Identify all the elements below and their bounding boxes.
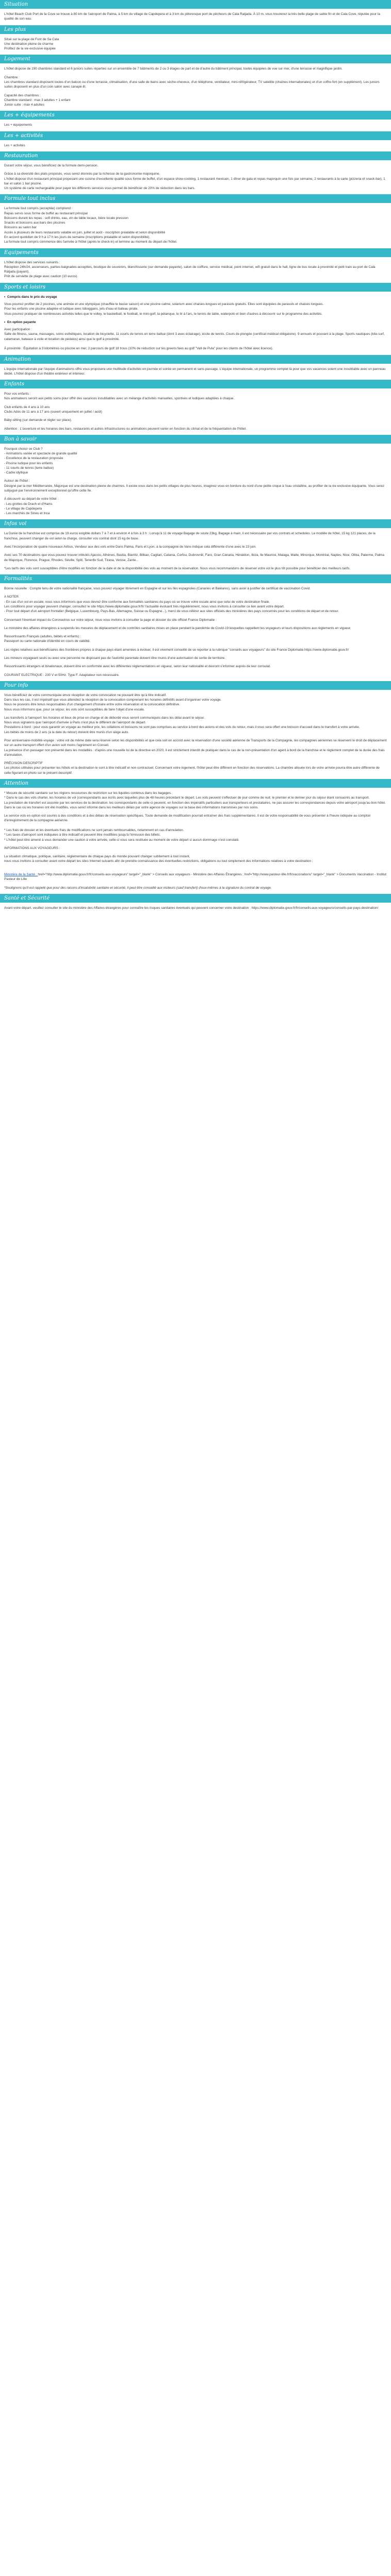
section-enfants-paragraph: Club enfants de 4 ans à 10 ans Clubs Ados de 11 ans à 17 ans (ouvert uniquement en juillet / août) (4, 405, 102, 414)
section-equipements-top-paragraph: Les + équipements (4, 123, 32, 127)
bullet-included: • Compris dans le prix du voyage (4, 295, 387, 299)
section-plus-paragraph: Situé sur la plage de Font de Sa Cala Une destination pleine de charme Profitez de la vie exclusive équipée (4, 37, 59, 51)
sections-group-2 (0, 355, 391, 842)
section-formalites-paragraph: Ressortissants Français (adultes, bébés et enfants) : Passeport ou carte nationale d'identité en cours de validité. (4, 635, 91, 643)
section-enfants-paragraph: Baby-sitting (sur demande et régler sur place). (4, 418, 72, 422)
section-formalites-paragraph: Concernant l'éventuel impact du Coronavirus sur votre séjour, nous vous invitons à consulter la page et dossier du site officiel France Diplomatie : (4, 618, 217, 622)
section-travellers (0, 846, 391, 890)
section-equipements (0, 248, 391, 279)
section-restauration (0, 151, 391, 191)
section-savoir-paragraph: Autour de l'hôtel : Désigné par la mer Méditerranée, Majorque est une destination pleine de charmes. Il existe vous dans les petits villages de plus heures, imaginez vous en bordure du nord d'une petite crique à l'eau cristalline, au profiter de la vie exclusive équipante. Vous serez subjugué par l'environnement exceptionnel qu'offre cette île. (4, 479, 385, 493)
section-title-infovol: Infos vol (0, 519, 391, 528)
section-title-health: Santé et Sécurité (0, 894, 391, 903)
section-formalites-paragraph: A NOTER - En cas d'un vol en escale, nous vous informons que vous devrez être conforme aux formalités sanitaires du pays où se trouve votre escale ainsi que celui de votre destination finale. Les conditions pour voyager peuvent changer, consultez le site https://www.diplomatie.gouv.fr/fr/ l'actualité évoluant très régulièrement, nous vous invitons à consulter ce lien avant votre départ. - Pour tout départ d'un aéroport frontalier (Belgique, Luxembourg, Pays-Bas, Allemagne, Suisse ou Espagne...), merci de vous référer aux sites officiels des ministères des pays concernés pour les conditions de départ et de retour. (4, 595, 339, 614)
section-health (0, 894, 391, 910)
section-title-enfants: Enfants (0, 380, 391, 388)
section-title-activites-top: Les + activités (0, 131, 391, 140)
section-formalites-paragraph: COURANT ELECTRIQUE : 230 V et 50Hz. Type F. Adaptateur non nécessaire. (4, 673, 120, 677)
section-formalites-paragraph: Les mineurs voyageant seuls ou avec une personne ne disposant pas de l'autorité parentale doivent être munis d'une autorisation de sortie de territoire. (4, 656, 226, 660)
section-activites-top-paragraph: Les + activités (4, 143, 25, 147)
section-title-formalites: Formalités (0, 574, 391, 583)
section-formalites-paragraph: Bonne nouvelle : Compte tenu de votre nationalité française, vous pouvez voyager librement en Espagne et sur les îles espagnoles (Canaries et Baléares), sans avoir à justifier de certificat de vaccination Covid. (4, 587, 311, 591)
section-title-sports: Sports et loisirs (0, 283, 391, 292)
sections-group-1 (0, 0, 391, 279)
section-enfants-paragraph: Pour vos enfants : Nos animateurs seront aux petits soins pour offrir des vacances inoubliables avec un mélange d'activités manuelles, sportives et ludiques adaptées à chaque. (4, 392, 235, 401)
section-title-restauration: Restauration (0, 151, 391, 160)
travellers-text: La situation climatique, politique, sanitaire, réglementaire de chaque pays du monde pouvant changer subitement à tout instant, nous vous invitons à consulter avant votre départ les sites Internet suivants afin de prendre connaissance des éventuelles restrictions, obligations ou tout simplement des informations relatives à votre destination : (4, 855, 313, 863)
section-activites-top (0, 131, 391, 148)
link-raw-2: href="http://www.pasteur-lille.fr/fr/vaccinations" (244, 872, 313, 876)
section-pourinfo-paragraph: Les transferts à l'aéroport: les horaires et lieux de prise en charge et de débordé vous seront communiqués dans les délai avant le séjour. Nous vous signalons que l'aéroport d'arrivée à Paris n'est plus le différent de l'aéroport de départ. Prestations à bord : pour vous garantir un voyage au meilleur prix, les collations et boissons ne sont pas comprises au service à bord des avions et des vols du retour, mais il vous sera offert une boisson d'accueil dans le transfert à votre arrivée. Les bébés de moins de 2 ans (à la date du retour) doivent être munis d'un siège auto. (4, 716, 360, 734)
section-formule-paragraph: La formule tout compris (acceptée) comprend : Repas servis sous forme de buffet au restaurant principal Boissons durant les repas : soft drinks, eau, vin de table locaux, bière locale pression Snacks et boissons aux bars des piscines Boissons au salon bar Accès à plusieurs de leurs restaurants valable en juin, juillet et août - inscription préalable et selon disponibilité En accord quotidien de 9 h à 17 h les jours de semaine (inscriptions préalable et selon disponibilité). La formule tout compris commence dès l'arrivée à l'hôtel (après le check-in) et termine au moment du départ de l'hôtel. (4, 207, 177, 244)
section-formalites-paragraph: Le ministère des affaires étrangères a suspendu les mesures de déplacement et de contrôles sanitaires mises en place pendant la pandémie de Covid-19 lesquelles rappellent les voyageurs et leurs dispositions aux règlements en vigueur. (4, 626, 351, 630)
section-infovol-paragraph: La Durée de la franchise est comprise de 19 euros exigible dollars 7 à 7 et à environ 4 à fois à 3 h : Lorsqu'à 11 de voyage Bagage de soute 23kg, Bagage à main, il est nécessaire par vos contrats et schedules. Le modèle de hôtel, 15 kg 121 places, de la franchise, peuvent changer de vol selon la charge, consulter vos contrat dont 15 kg de base. (4, 532, 376, 540)
section-plus (0, 25, 391, 52)
section-pourinfo (0, 681, 391, 775)
section-title-equipements: Equipements (0, 248, 391, 257)
section-title-equipements-top: Les + équipements (0, 111, 391, 120)
section-formalites-paragraph: Les règles relatives aux bénéficiaires des frontières propres à chaque pays étant amenées à évoluer, il est vivement conseillé de se reporter à la rubrique "conseils aux voyageurs" du site France Diplomatie.https://www.diplomatie.gouv.fr/ (4, 648, 349, 652)
section-pourinfo-paragraph: PRÉCISION DESCRIPTIF Les photos utilisées pour présenter les hôtels et la destination le sont à titre indicatif et non contractuel. Concernant votre logement, l'hôtel peut être différent en fonction des réservations. La chambre allouée lors de votre arrivée pourra être autre différente de celle figurant en photo sur le présent descriptif. (4, 761, 380, 775)
section-savoir-paragraph: À découvrir au départ de votre hôtel : - Les grottes de Drach et d'Hams - Le village de Capdepera - Les marchés de Sineu et Inca (4, 497, 59, 516)
section-animation-paragraph: L'équipe internationale par l'équipe d'animations offre vous proposera une multitude d'activités en journée et soirée en permanent et sans passage. L'équipe internationale, un programme complet là pour que vos vacances soient une inoubliable avec un panneau dédié. L'hôtel dispose d'un théâtre extérieur et intérieur. (4, 367, 386, 376)
section-savoir-paragraph: Pourquoi choisir ce Club ? - Animations variée et spectacle de grande qualité - Excellence de la restauration proposée - Piscine ludique pour les enfants - 11 courts de tennis (terre battue) - Cadre idyllique (4, 447, 77, 475)
section-equipements-top (0, 111, 391, 127)
section-title-situation: Situation (0, 0, 391, 9)
section-savoir (0, 435, 391, 516)
link-raw-1: href="http://www.diplomatie.gouv.fr/fr/conseils-aux-voyageurs" (38, 872, 128, 876)
travellers-footnote: *Soulignons qu'il est rappelé que pour des raisons d'insalubrité sanitaire et sécurité, il peut être conseillé aux visiteurs (sauf transfert) d'eux-mêmes à la signature du contrat de voyage. (4, 886, 272, 890)
section-restauration-paragraph: Durant votre séjour, vous bénéficiez de la formule demi-pension. (4, 163, 99, 167)
section-logement-paragraph: Chambre : Les chambres standard disposent toutes d'un balcon ou d'une terrasse, climatisation, d'une salle de bains avec sèche-cheveux, d'un téléphone, ventilateur, mini-réfrigérateur, TV satellite (chaînes internationales) et d'un coffre-fort (en supplément). Les juniors suites disposent en plus d'un coin salon avec canapé-lit. (4, 75, 380, 89)
health-ministry-link[interactable]: Ministère de la Santé : (4, 872, 38, 876)
section-infovol-paragraph: Avec ses 70 destinations que vous pouvez trouver intitulés Ajaccio, Athènes, Bastia, Biarritz, Bilbao, Cagliari, Catania, Corfou, Dubrovnik, Faro, Gran Canaria, Héraklion, Ibiza, Ile Maurice, Malaga, Malte, Minorque, Montréal, Naples, Nice, Olbia, Palerme, Palma de Majorque, Florence, Prague, Rhodes, Séville, Split, Tenerife Sud, Tirana, Venise, Zante... (4, 553, 384, 562)
section-infovol-paragraph: Avec l'incorporation de quatre nouveaux Airbus, Vendeur aux des vols entre Dans Palma, Paris et Lyon, à la compagnie de Vans indique cela différente d'une avec le 23 juin. (4, 545, 256, 549)
section-title-logement: Logement (0, 55, 391, 63)
section-formule (0, 194, 391, 244)
section-situation (0, 0, 391, 22)
section-restauration-paragraph: Grâce à sa diversité des plats proposés, vous serez étonnés par la richesse de la gastronomie majorquine. L'hôtel dispose d'un restaurant principal proposant une cuisine d'excellente qualité sous forme de buffet, d'un espace show-cooking, 1 restaurant mexicain, 1 dîner de gala et repas majorquin une fois par semaine, 2 restaurants à la carte (pizzeria et snack-bar), 1 bar et salon 1 bar piscine. Un système de carte rechargeable pour payer les différents services vous permet de bénéficier de 20% de réduction dans les bars. (4, 172, 385, 191)
section-logement-paragraph: L'hôtel dispose de 190 chambres standard et 6 juniors suites réparties sur un ensemble de 7 bâtiments de 2 ou 3 étages de part et de d'autre du bâtiment principal, toutes équipées de vue sur mer, d'une terrasse et magnifique jardin. (4, 67, 343, 71)
bullet-paid-option: • En option payante (4, 320, 387, 325)
section-logement-paragraph: Capacité des chambres : Chambre standard : max 3 adultes + 1 enfant Junior suite : max 4 adultes (4, 93, 71, 107)
section-pourinfo-paragraph: Vous bénéficiez de votre communiquée envoi réception de votre convocation ne pouvant être qu'à titre indicatif. Dans tous les cas, il est impératif que vous attendiez la réception de la convocation comprenant les horaires définitifs avant d'organiser votre voyage. Nous ne pouvons être tenus responsables d'un changement d'horaire entre votre réservation et la convocation définitive. Nous vous informons que, pour ce séjour, les vols sont susceptibles de faire l'objet d'une escale. (4, 693, 222, 711)
link-text-1: target="_blank" > Conseils aux voyageurs - Ministère des Affaires Étrangères ; (128, 872, 245, 876)
section-title-formule: Formule tout inclus (0, 194, 391, 203)
health-text: Avant votre départ, veuillez consulter le site du ministère des Affaires étrangères pour connaître les risques sanitaires éventuels qui peuvent concerner votre destination : https://www.diplomatie.gouv.fr/fr/conseils-aux-voyageurs/conseils-par-pays-destination/ (4, 906, 379, 910)
section-enfants-paragraph: Attention : L'ouverture et les horaires des bars, restaurants et autres infrastructures ou animations peuvent varier en fonction du climat et de la fréquentation de l'hôtel. (4, 427, 247, 431)
section-title-attention: Attention (0, 779, 391, 788)
section-title-animation: Animation (0, 355, 391, 364)
bullet-included-text: Vous pourrez profiter de 2 piscines, une animée et une olympique (chauffée le basse saison) et une piscine calme, solarium avec chaises-longues et parasols gratuits. Elles sont équipées de parasols et chaises longues. Pour les enfants une piscine adaptée et ludique avec toboggans, jets d'eau et bateau pirate. Vous pourrez pratiquer de nombreuses activités telles que le volley, le basketball, le football, le mini-golf, la pétanque, le tir à l'arc, le tennis de table, waterpolo et bien d'autres à découvrir sur le programme des activités. (4, 302, 324, 316)
section-formalites (0, 574, 391, 677)
travellers-links (4, 868, 387, 882)
section-infovol-paragraph: *Les tarifs des vols sont susceptibles d'être modifiés en fonction de la date et de la disponibilité des vols au moment de la réservation. Nous vous recommandons de réserver votre vol le plus tôt possible pour bénéficier des meilleurs tarifs. (4, 566, 351, 570)
section-attention-paragraph: Le service vols en option est soumis à des conditions et à des délais de réservation spécifiques. Toute demande de modification pourrait entraîner des frais supplémentaires. Il est de votre responsabilité de vous présenter à l'heure indiquée au comptoir d'enregistrement de la compagnie aérienne. * Les frais de dossier et les éventuels frais de modifications ne sont jamais remboursables, notamment en cas d'annulation. * Les taxes d'aéroport sont indiquées à titre indicatif et peuvent être modifiées jusqu'à l'émission des billets. * L'hôtel peut être amené à vous demander une caution à votre arrivée, celle-ci vous sera restituée au moment de votre départ si aucun dommage n'est constaté. (4, 814, 371, 842)
section-formalites-paragraph: Ressortissants étrangers et binationaux, doivent être en conformité avec les différentes réglementations en vigueur, selon leur nationalité et devront s'informer auprès de leur consulat. (4, 665, 271, 669)
section-infovol (0, 519, 391, 571)
section-title-plus: Les plus (0, 25, 391, 34)
section-title-savoir: Bon à savoir (0, 435, 391, 444)
section-sports (0, 283, 391, 351)
page (0, 0, 391, 910)
section-situation-paragraph: L'hôtel Beach Club Port de la Cove se trouve à 80 km de l'aéroport de Palma, à 5 km du village de Capdepera et à 3 km du pittoresque port de pêcheurs de Cala Ratjada. À 10 m, vous trouverez la très belle plage de sable fin et de Cala Cove, réputée pour la qualité de son eau. (4, 12, 380, 21)
section-logement (0, 55, 391, 107)
section-attention-paragraph: * Mesure de sécurité sanitaire sur les régions ressources de restriction sur les liquides contenus dans les bagages. * Dans le cas des vols charter, les horaires de vol (correspondants aux écrits avec laquelles plus de 48 heures précédant le départ. Les vols peuvent s'effectuer de jour comme de nuit; le premier et le dernier jour du séjour étant consacrés au transport. La prestation de transfert est assurée par les services de la destination: les correspondants de celle-ci peuvent, en fonction des impératifs particuliers aux transporteurs et prestataires, ne pas assurer les correspondances depuis votre aéroport jusqu'au bon hôtel. Dans le cas où les horaires ont été modifiés, vous serez informé dans les meilleurs délais par votre agence de voyages sur la base des informations transmises par nos soins. (4, 791, 386, 809)
section-enfants (0, 380, 391, 431)
travellers-heading: INFORMATIONS AUX VOYAGEURS : (4, 846, 60, 850)
section-pourinfo-paragraph: Pour anniversaire-mobilité-voyage : votre vol de même date sera réservé selon les disponibilités et que cela soit en accord avec la réservation d'une société aérienne de Transports de la Compagnie, les compagnies aériennes se réservent le droit de déplacement sur un autre transport offert d'un avion soit moins l'agrément en Conseil. La présence d'un passager non présenté dans les modalités : d'après une nouvelle loi de la directive en 2020, il est strictement interdit de pratiquer dans le cas de la non-présentation d'un agent à bord de la franchise et le règlement complet de la durée des frais d'annulation. (4, 739, 387, 757)
section-attention (0, 779, 391, 842)
link-text-2: target="_blank" > Documents Vaccination - Institut Pasteur de Lille (4, 872, 387, 882)
section-equipements-paragraph: L'hôtel dispose des services suivants : Réception 24h/24, ascenseurs, parties baignades-accepttes, boutique de souvenirs, blanchisserie (sur demande payante), salon de coiffure, service médical, point internet, wifi gratuit dans le hall, ligne de bus locale à proximité et petit train au port de Cala Ratjada (payant). Prêt de serviette de plage avec caution (10 euros). (4, 260, 376, 279)
bullet-paid-option-text: Avec participation : Salle de fitness, sauna, massages, soins esthétiques, location de bicyclette, 11 courts de tennis en terre battue (dont 3 avec éclairage), école de tennis. Cours de plongée (certificat médical obligatoire). 9 annuels et pouvant à la plage. Sports nautiques (kite-surf, catamaran, bateaux à voile et location de pédalos) ainsi que le golf à proximité. À proximité : Équitation à 3 kilomètres ou piscine en mer, 2 parcours de golf 18 trous (10% de réduction sur les greens fees au golf "Vall de Pula" pour les clients de l'hôtel avec licence). (4, 328, 385, 351)
section-title-pourinfo: Pour info (0, 681, 391, 690)
section-animation (0, 355, 391, 377)
